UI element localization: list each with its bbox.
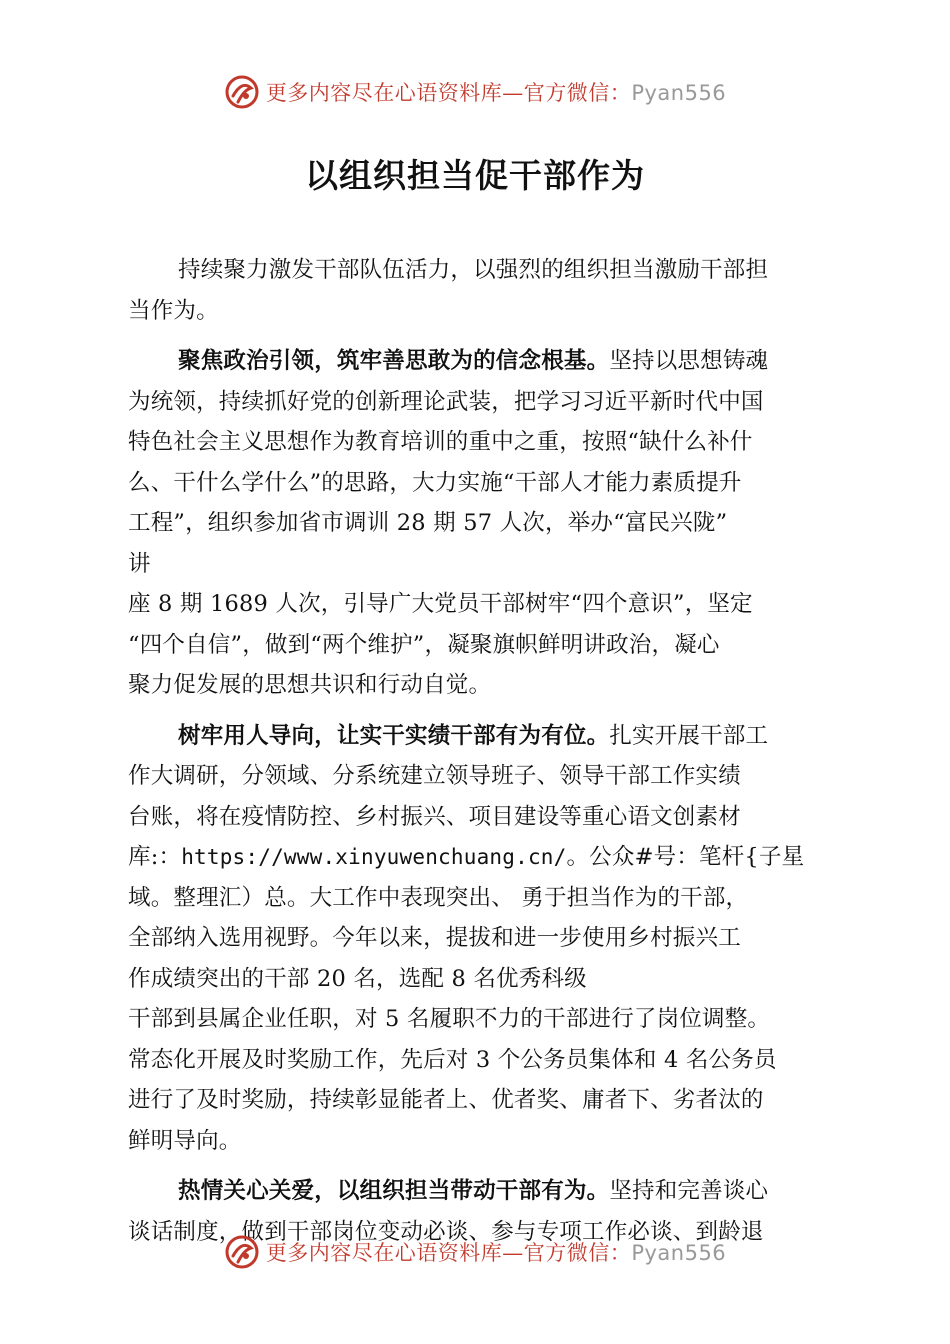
p3-line: 干部到县属企业任职，对 5 名履职不力的干部进行了岗位调整。 (128, 1006, 771, 1032)
section-heading: 聚焦政治引领，筑牢善思敢为的信念根基。 (178, 348, 610, 374)
section-heading: 树牢用人导向，让实干实绩干部有为有位。 (178, 722, 610, 749)
p3-line: 作成绩突出的干部 20 名，选配 8 名优秀科级 (128, 965, 587, 992)
seal-logo-icon (224, 74, 260, 110)
p2-line: 么、干什么学什么”的思路，大力实施“干部人才能力素质提升 (128, 469, 742, 496)
p2-line: 聚力促发展的思想共识和行动自觉。 (128, 672, 492, 698)
footer-banner-text: 更多内容尽在心语资料库—官方微信：Pyan556 (265, 1241, 727, 1265)
p2-line: 讲 (128, 550, 151, 577)
p2-line: 聚焦政治引领，筑牢善思敢为的信念根基。坚持以思想铸魂 (178, 348, 769, 374)
p1-line: 持续聚力激发干部队伍活力，以强烈的组织担当激励干部担 (178, 257, 769, 283)
p1-line: 当作为。 (128, 297, 219, 324)
p3-line: 作大调研，分领域、分系统建立领导班子、领导干部工作实绩 (128, 763, 741, 789)
p2-line: 为统领，持续抓好党的创新理论武装，把学习习近平新时代中国 (128, 388, 764, 415)
p2-line: 特色社会主义思想作为教育培训的重中之重，按照“缺什么补什 (128, 429, 753, 455)
footer-banner (0, 1232, 950, 1272)
section-heading: 热情关心关爱，以组织担当带动干部有为。 (178, 1178, 610, 1204)
p4-line: 热情关心关爱，以组织担当带动干部有为。坚持和完善谈心 (178, 1178, 769, 1204)
p3-line: 库:：https://www.xinyuwenchuang.cn/。公众#号：笔杆{子星 (128, 844, 805, 870)
p3-line: 台账，将在疫情防控、乡村振兴、项目建设等重心语文创素材 (128, 803, 741, 830)
seal-logo-icon (224, 1234, 260, 1270)
p2-line: 工程”，组织参加省市调训 28 期 57 人次，举办“富民兴陇” (128, 510, 728, 536)
url-text: https://www.xinyuwenchuang.cn/ (181, 845, 567, 869)
document-title: 以组织担当促干部作为 (305, 156, 645, 195)
p3-line: 鲜明导向。 (128, 1127, 242, 1154)
header-banner (0, 72, 950, 112)
p3-line: 全部纳入选用视野。今年以来，提拔和进一步使用乡村振兴工 (128, 925, 741, 951)
p3-line: 进行了及时奖励，持续彰显能者上、优者奖、庸者下、劣者汰的 (128, 1087, 764, 1113)
p3-line: 域。整理汇）总。大工作中表现突出、 勇于担当作为的干部， (128, 884, 749, 911)
p4-line: 谈话制度，做到干部岗位变动必谈、参与专项工作必谈、到龄退 (128, 1218, 764, 1245)
p3-line: 常态化开展及时奖励工作，先后对 3 个公务员集体和 4 名公务员 (128, 1046, 777, 1073)
p2-line: 座 8 期 1689 人次，引导广大党员干部树牢“四个意识”，坚定 (128, 591, 753, 617)
p2-line: “四个自信”，做到“两个维护”，凝聚旗帜鲜明讲政治，凝心 (128, 631, 720, 658)
header-banner-text: 更多内容尽在心语资料库—官方微信：Pyan556 (265, 81, 727, 105)
document-body (128, 250, 828, 1252)
p3-line: 树牢用人导向，让实干实绩干部有为有位。扎实开展干部工 (178, 722, 769, 749)
